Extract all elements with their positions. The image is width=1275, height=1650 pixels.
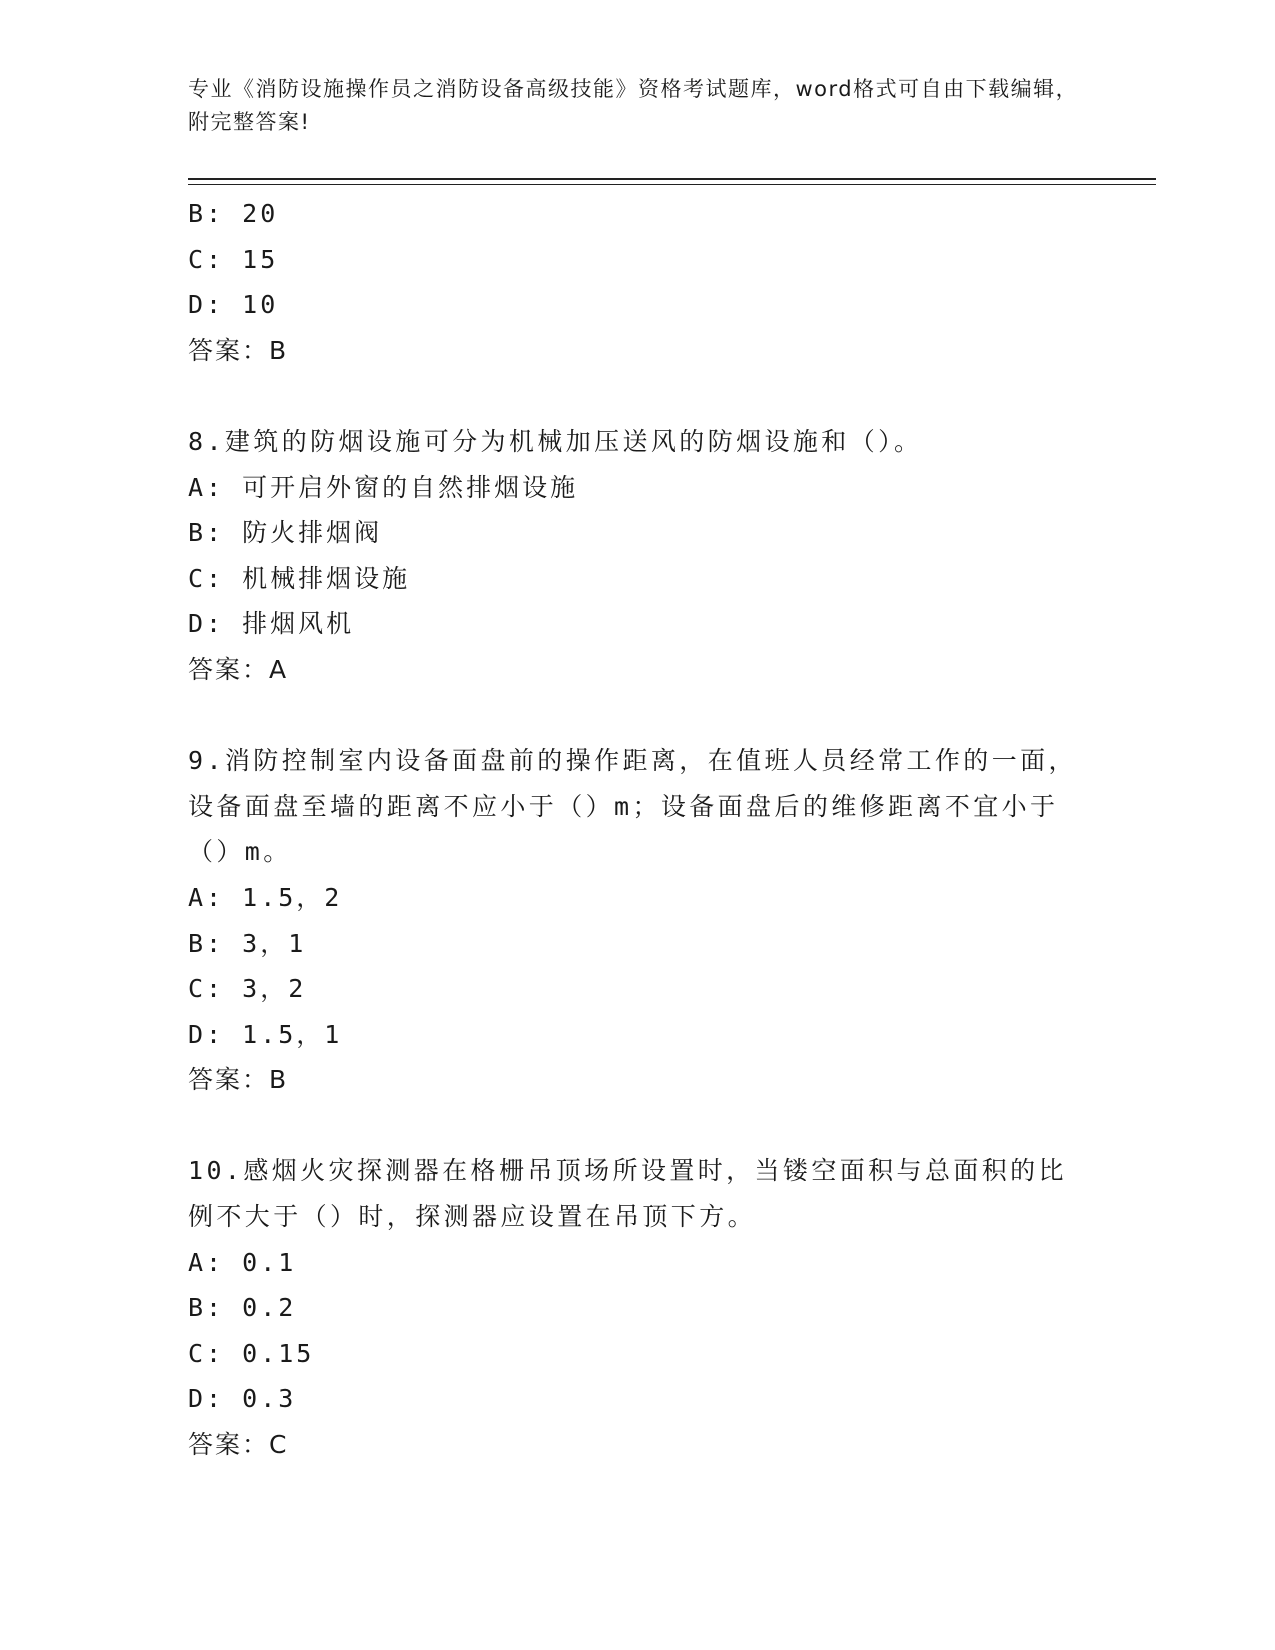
header-divider-thin xyxy=(188,184,1156,185)
answer: 答案：B xyxy=(188,1065,289,1095)
question-8 xyxy=(188,419,1088,693)
option-d: D: 10 xyxy=(188,290,279,320)
question-9 xyxy=(188,738,1088,1103)
option-d: D: 0.3 xyxy=(188,1384,297,1414)
option-a: A: 1.5，2 xyxy=(188,882,343,912)
document-header: 专业《消防设施操作员之消防设备高级技能》资格考试题库，word格式可自由下载编辑，附完整答案! xyxy=(188,77,1079,134)
option-b: B: 0.2 xyxy=(188,1293,297,1323)
question-10 xyxy=(188,1148,1088,1467)
option-a: A: 0.1 xyxy=(188,1247,297,1277)
option-c: C: 15 xyxy=(188,244,279,274)
question-text: 9.消防控制室内设备面盘前的操作距离，在值班人员经常工作的一面，设备面盘至墙的距离不应小于（）m；设备面盘后的维修距离不宜小于（）m。 xyxy=(188,746,1077,867)
option-d: D: 排烟风机 xyxy=(188,609,355,639)
header-divider xyxy=(188,178,1156,180)
answer: 答案：C xyxy=(188,1430,289,1460)
answer: 答案：B xyxy=(188,335,289,365)
option-c: C: 3，2 xyxy=(188,974,307,1004)
question-text: 8.建筑的防烟设施可分为机械加压送风的防烟设施和（）。 xyxy=(188,426,923,456)
option-b: B: 3，1 xyxy=(188,928,307,958)
option-c: C: 0.15 xyxy=(188,1338,315,1368)
option-b: B: 20 xyxy=(188,199,279,228)
question-list xyxy=(188,191,1088,1468)
option-b: B: 防火排烟阀 xyxy=(188,518,383,548)
option-c: C: 机械排烟设施 xyxy=(188,563,411,593)
answer: 答案：A xyxy=(188,654,289,684)
option-d: D: 1.5，1 xyxy=(188,1019,343,1049)
question-7 xyxy=(188,191,1088,373)
option-a: A: 可开启外窗的自然排烟设施 xyxy=(188,472,579,502)
question-text: 10.感烟火灾探测器在格栅吊顶场所设置时，当镂空面积与总面积的比例不大于（）时，探测器应设置在吊顶下方。 xyxy=(188,1156,1067,1232)
